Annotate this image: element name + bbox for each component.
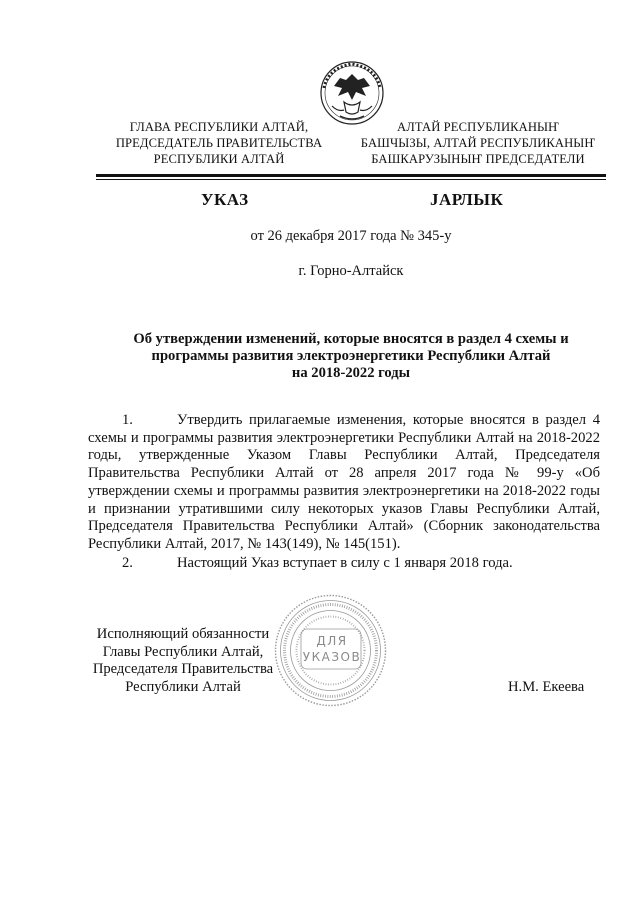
header-left-line-3: РЕСПУБЛИКИ АЛТАЙ — [153, 152, 285, 166]
signature-line-2: Главы Республики Алтай, — [102, 643, 264, 660]
header-right-line-3: БАШКАРУЗЫНЫҤ ПРЕДСЕДАТЕЛИ — [371, 152, 585, 166]
stamp-text-line-2: УКАЗОВ — [302, 650, 362, 664]
stamp-text-line-1: ДЛЯ — [316, 634, 348, 648]
decree-body — [88, 412, 600, 572]
header-divider-thick — [96, 174, 606, 177]
doc-type-left: УКАЗ — [201, 190, 249, 209]
paragraph-1-text: Утвердить прилагаемые изменения, которые вносятся в раздел 4 схемы и программы развития электроэнергетики Республики Алтай на 2018-2022 годы, утвержденные Указом Главы Республики Алтай, Председателя Правительства Республики Алтай от 28 апреля 2017 года № 99-у «Об утверждении схемы и программы развития электроэнергетики на 2018-2022 годы и признании утратившими силу некоторых указов Главы Республики Алтай, Председателя Правительства Республики Алтай» (Сборник законодательства Республики Алтай, 2017, № 143(149), № 145(151). — [88, 412, 600, 552]
header-right-line-1: АЛТАЙ РЕСПУБЛИКАНЫҤ — [397, 120, 559, 134]
header-left — [108, 119, 330, 167]
title-line-3: на 2018-2022 годы — [291, 365, 411, 381]
signature-position — [88, 626, 278, 696]
paragraph-2 — [88, 555, 600, 573]
decree-date: от 26 декабря 2017 года № 345-у — [250, 228, 452, 244]
signatory-name: Н.М. Екеева — [508, 679, 585, 695]
title-line-2: программы развития электроэнергетики Республики Алтай — [151, 348, 551, 364]
paragraph-2-number: 2. — [122, 554, 133, 571]
header-left-line-2: ПРЕДСЕДАТЕЛЬ ПРАВИТЕЛЬСТВА — [115, 136, 323, 150]
header-right — [350, 119, 606, 167]
decree-title — [96, 331, 606, 382]
doc-type-right: JАРЛЫК — [430, 190, 504, 209]
coat-of-arms-icon — [318, 60, 386, 126]
header-left-line-1: ГЛАВА РЕСПУБЛИКИ АЛТАЙ, — [129, 120, 309, 134]
paragraph-2-text: Настоящий Указ вступает в силу с 1 января 2018 года. — [177, 554, 513, 571]
signature-line-1: Исполняющий обязанности — [96, 626, 270, 642]
title-line-1: Об утверждении изменений, которые вносятся в раздел 4 схемы и — [133, 331, 569, 347]
header-right-line-2: БАШЧЫЗЫ, АЛТАЙ РЕСПУБЛИКАНЫҤ — [360, 136, 596, 150]
official-stamp — [273, 593, 388, 708]
paragraph-1 — [88, 412, 600, 554]
signature-line-4: Республики Алтай — [125, 678, 241, 695]
paragraph-1-number: 1. — [122, 412, 133, 428]
header-divider-thin — [96, 179, 606, 180]
decree-city: г. Горно-Алтайск — [298, 263, 404, 279]
signature-line-3: Председателя Правительства — [92, 661, 274, 677]
